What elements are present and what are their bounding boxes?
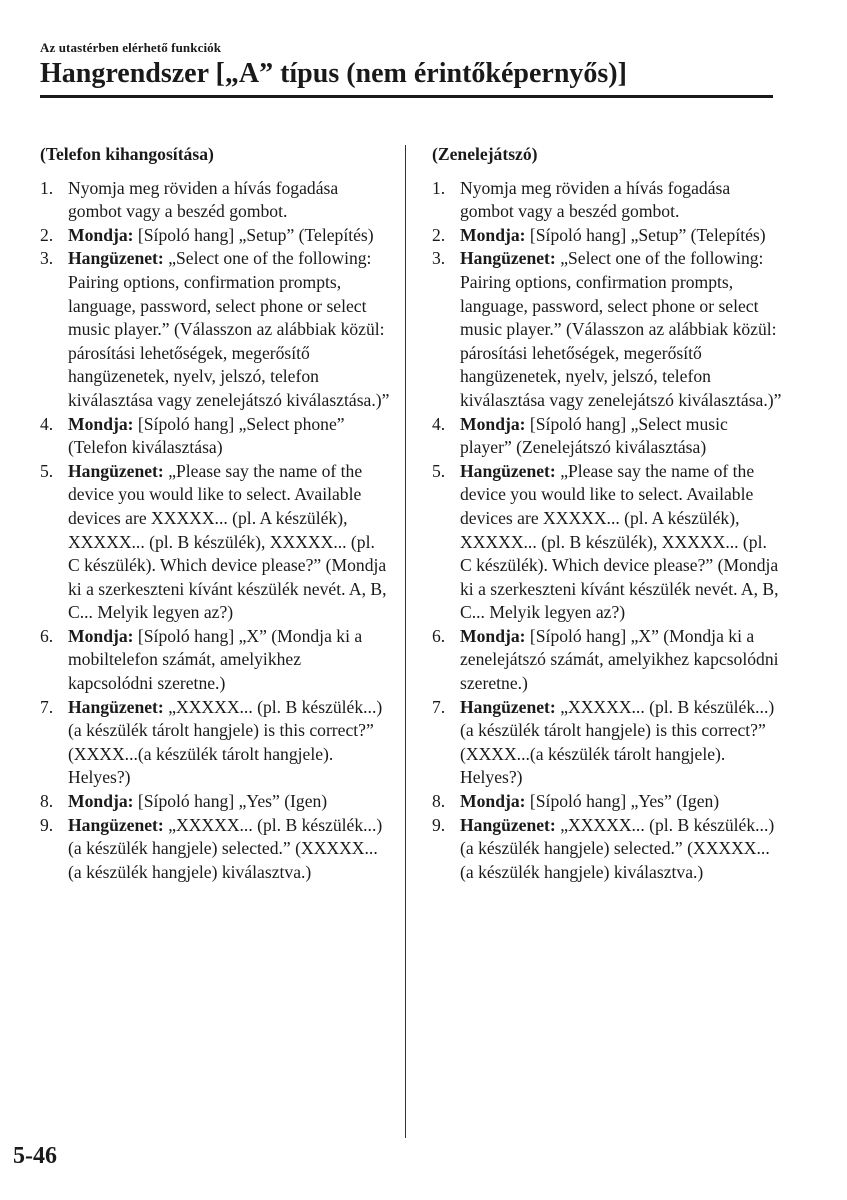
- step-keyword: Mondja:: [68, 625, 134, 646]
- left-column: [40, 143, 390, 884]
- step-keyword: Hangüzenet:: [460, 814, 556, 835]
- step-item: [40, 247, 390, 412]
- step-text: „Select one of the following: Pairing options, confirmation prompts, language, password, select phone or select music player.” (Válasszon az alábbiak közül: párosítási lehetőségek, megerősítő hangüzenetek, nyelv, jelszó, telefon kiválasztása vagy zenelejátszó kiválasztása.)”: [460, 248, 782, 410]
- page-number: 5-46: [13, 1143, 57, 1169]
- step-text: [Sípoló hang] „Setup” (Telepítés): [529, 224, 766, 245]
- step-item: [40, 460, 390, 625]
- step-item: [432, 625, 782, 696]
- page-title: Hangrendszer [„A” típus (nem érintőképernyős)]: [40, 58, 627, 89]
- step-keyword: Hangüzenet:: [68, 460, 164, 481]
- step-text: [Sípoló hang] „X” (Mondja ki a zenelejátszó számát, amelyikhez kapcsolódni szeretne.): [460, 625, 779, 694]
- step-keyword: Hangüzenet:: [460, 248, 556, 269]
- column-heading-music-player: (Zenelejátszó): [432, 144, 538, 164]
- step-item: [432, 814, 782, 885]
- step-number: 4.: [432, 413, 446, 434]
- column-heading-phone: (Telefon kihangosítása): [40, 144, 214, 164]
- step-keyword: Mondja:: [68, 413, 134, 434]
- step-keyword: Mondja:: [460, 625, 526, 646]
- step-item: [40, 696, 390, 790]
- title-rule: [40, 95, 773, 98]
- step-number: 3.: [432, 248, 446, 269]
- step-text: „XXXXX... (pl. B készülék...) (a készülék tárolt hangjele) is this correct?” (XXXX...(a készülék tárolt hangjele). Helyes?): [460, 696, 775, 788]
- step-text: „Please say the name of the device you would like to select. Available devices are XXXXX... (pl. A készülék), XXXXX... (pl. B készülék), XXXXX... (pl. C készülék). Which device please?” (Mondja ki a szerkeszteni kívánt készülék nevét. A, B, C... Melyik legyen az?): [460, 460, 779, 623]
- step-text: Nyomja meg röviden a hívás fogadása gombot vagy a beszéd gombot.: [460, 177, 731, 222]
- step-number: 7.: [40, 696, 54, 717]
- step-keyword: Mondja:: [68, 224, 134, 245]
- step-number: 7.: [432, 696, 446, 717]
- step-item: [432, 790, 782, 814]
- step-text: [Sípoló hang] „Select phone” (Telefon kiválasztása): [68, 413, 345, 458]
- step-keyword: Mondja:: [460, 413, 526, 434]
- step-keyword: Hangüzenet:: [460, 460, 556, 481]
- column-divider: [405, 145, 406, 1138]
- step-number: 9.: [432, 814, 446, 835]
- step-item: [40, 790, 390, 814]
- step-number: 8.: [40, 791, 54, 812]
- step-item: [40, 625, 390, 696]
- step-text: „XXXXX... (pl. B készülék...) (a készülék hangjele) selected.” (XXXXX...(a készülék hangjele) kiválasztva.): [68, 814, 383, 882]
- step-keyword: Mondja:: [460, 791, 526, 812]
- step-item: [432, 224, 782, 248]
- step-number: 5.: [432, 460, 446, 481]
- step-item: [40, 224, 390, 248]
- step-keyword: Hangüzenet:: [460, 696, 556, 717]
- step-number: 2.: [40, 224, 54, 245]
- step-item: [432, 247, 782, 412]
- step-item: [432, 460, 782, 625]
- section-header: Az utastérben elérhető funkciók: [40, 40, 222, 55]
- step-keyword: Hangüzenet:: [68, 814, 164, 835]
- step-keyword: Hangüzenet:: [68, 248, 164, 269]
- step-keyword: Mondja:: [460, 224, 526, 245]
- step-number: 4.: [40, 413, 54, 434]
- step-number: 5.: [40, 460, 54, 481]
- step-number: 1.: [40, 177, 54, 198]
- step-text: [Sípoló hang] „Yes” (Igen): [529, 791, 720, 812]
- step-number: 6.: [432, 625, 446, 646]
- step-number: 2.: [432, 224, 446, 245]
- step-text: „XXXXX... (pl. B készülék...) (a készülék tárolt hangjele) is this correct?” (XXXX...(a készülék tárolt hangjele). Helyes?): [68, 696, 383, 788]
- step-keyword: Hangüzenet:: [68, 696, 164, 717]
- step-item: [432, 413, 782, 460]
- step-number: 1.: [432, 177, 446, 198]
- step-number: 6.: [40, 625, 54, 646]
- step-text: „XXXXX... (pl. B készülék...) (a készülék hangjele) selected.” (XXXXX...(a készülék hangjele) kiválasztva.): [460, 814, 775, 882]
- step-list-phone: [40, 177, 390, 885]
- step-text: [Sípoló hang] „Select music player” (Zenelejátszó kiválasztása): [460, 413, 728, 458]
- step-keyword: Mondja:: [68, 791, 134, 812]
- step-item: [40, 413, 390, 460]
- step-text: [Sípoló hang] „Yes” (Igen): [137, 791, 328, 812]
- step-text: [Sípoló hang] „Setup” (Telepítés): [137, 224, 374, 245]
- right-column: [432, 143, 782, 884]
- step-number: 3.: [40, 248, 54, 269]
- step-number: 8.: [432, 791, 446, 812]
- step-number: 9.: [40, 814, 54, 835]
- step-text: „Select one of the following: Pairing options, confirmation prompts, language, password, select phone or select music player.” (Válasszon az alábbiak közül: párosítási lehetőségek, megerősítő hangüzenetek, nyelv, jelszó, telefon kiválasztása vagy zenelejátszó kiválasztása.)”: [68, 248, 390, 410]
- step-item: [40, 177, 390, 224]
- step-text: Nyomja meg röviden a hívás fogadása gombot vagy a beszéd gombot.: [68, 177, 339, 222]
- step-item: [40, 814, 390, 885]
- step-list-music-player: [432, 177, 782, 885]
- step-item: [432, 177, 782, 224]
- step-text: „Please say the name of the device you would like to select. Available devices are XXXXX... (pl. A készülék), XXXXX... (pl. B készülék), XXXXX... (pl. C készülék). Which device please?” (Mondja ki a szerkeszteni kívánt készülék nevét. A, B, C... Melyik legyen az?): [68, 460, 387, 623]
- step-text: [Sípoló hang] „X” (Mondja ki a mobiltelefon számát, amelyikhez kapcsolódni szeretne.): [68, 625, 363, 694]
- step-item: [432, 696, 782, 790]
